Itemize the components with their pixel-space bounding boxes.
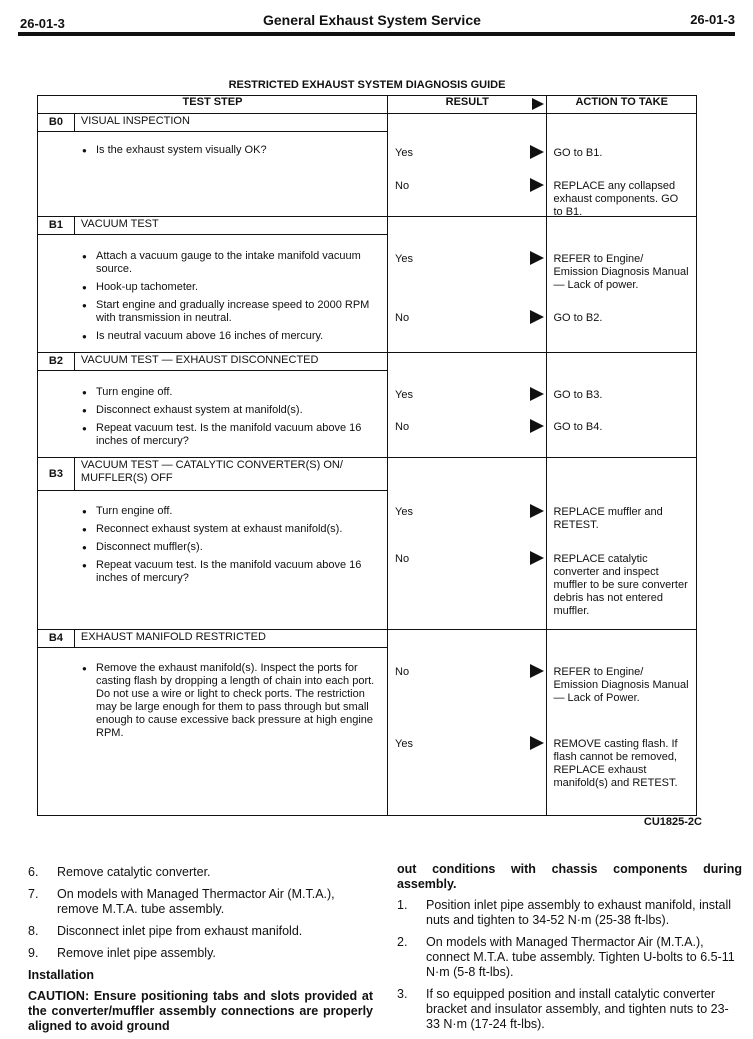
action-text: REPLACE catalytic converter and inspect muffler to be sure converter debris has not entered muffler. (553, 553, 688, 617)
item-number: 2. (397, 935, 408, 949)
action-cell (547, 217, 697, 353)
step-id: B1 (38, 217, 75, 235)
item-text: On models with Managed Thermactor Air (M.T.A.), connect M.T.A. tube assembly. Tighten U-bolts to 6.5-11 N·m (5-8 ft-lbs). (426, 935, 735, 979)
item-number: 7. (28, 887, 39, 901)
step-id: B2 (38, 353, 75, 371)
action-cell (547, 630, 697, 816)
step-id: B0 (38, 114, 75, 132)
guide-title: RESTRICTED EXHAUST SYSTEM DIAGNOSIS GUIDE (228, 79, 506, 91)
action-text: REPLACE muffler and RETEST. (553, 506, 663, 531)
result-value: Yes (395, 389, 413, 401)
step-title: VACUUM TEST (74, 217, 387, 235)
result-cell (388, 630, 547, 816)
step-bullet: ● Disconnect exhaust system at manifold(s). (82, 404, 379, 417)
continued-text: out conditions with chassis components during assembly. (397, 862, 742, 891)
arrow-right-icon (532, 98, 544, 110)
result-cell (388, 353, 547, 458)
step-body (38, 648, 388, 816)
arrow-right-icon (530, 145, 544, 159)
step-bullet: ● Attach a vacuum gauge to the intake manifold vacuum source. (82, 250, 379, 276)
page-title: General Exhaust System Service (263, 12, 481, 28)
action-text: GO to B2. (553, 312, 603, 324)
action-cell (547, 114, 697, 217)
result-value: Yes (395, 147, 413, 159)
page-number-right: 26-01-3 (690, 12, 735, 27)
step-body (38, 371, 388, 458)
step-bullet: ● Reconnect exhaust system at exhaust manifold(s). (82, 523, 379, 536)
step-title-row (38, 217, 697, 235)
result-value: No (395, 553, 410, 565)
action-text: GO to B3. (553, 389, 603, 401)
item-number: 8. (28, 924, 39, 938)
action-text: REFER to Engine/ Emission Diagnosis Manual — Lack of power. (553, 253, 689, 291)
result-cell (388, 114, 547, 217)
guide-header-row (38, 96, 697, 114)
result-value: Yes (395, 506, 413, 518)
caution-text: CAUTION: Ensure positioning tabs and slots provided at the converter/muffler assembly connections are properly aligned to avoid ground (28, 989, 373, 1033)
action-text: GO to B1. (553, 147, 603, 159)
result-value: Yes (395, 738, 413, 750)
arrow-right-icon (530, 551, 544, 565)
item-text: Position inlet pipe assembly to exhaust manifold, install nuts and tighten to 34-52 N·m (25-38 ft-lbs). (426, 898, 732, 927)
list-item (28, 924, 373, 939)
step-body (38, 491, 388, 630)
result-cell (388, 458, 547, 630)
list-item (28, 865, 373, 880)
action-cell (547, 458, 697, 630)
page-number-left: 26-01-3 (20, 16, 65, 31)
step-title-row (38, 353, 697, 371)
step-title-row (38, 630, 697, 648)
list-item (397, 898, 742, 928)
result-value: No (395, 421, 410, 433)
step-bullet: ● Is the exhaust system visually OK? (82, 144, 379, 157)
item-number: 9. (28, 946, 39, 960)
arrow-right-icon (530, 178, 544, 192)
step-bullet: ● Repeat vacuum test. Is the manifold vacuum above 16 inches of mercury? (82, 422, 379, 448)
action-text: REFER to Engine/ Emission Diagnosis Manual — Lack of Power. (553, 666, 689, 704)
diagnosis-guide-table (37, 95, 697, 816)
col-result (388, 96, 547, 114)
step-id: B3 (38, 458, 75, 491)
header-rule (18, 32, 735, 36)
step-body (38, 235, 388, 353)
step-bullet: ● Remove the exhaust manifold(s). Inspect the ports for casting flash by dropping a length of chain into each port. Do not use a wire or light to check ports. The restriction may be large enough for them to pass through but small enough to cause excessive back pressure at high engine RPM. (82, 662, 379, 740)
result-value: No (395, 312, 410, 324)
step-bullet: ● Repeat vacuum test. Is the manifold vacuum above 16 inches of mercury? (82, 559, 379, 585)
item-text: Remove inlet pipe assembly. (57, 946, 216, 960)
step-body (38, 132, 388, 217)
figure-id: CU1825-2C (643, 816, 702, 828)
list-item (397, 987, 742, 1032)
arrow-right-icon (530, 664, 544, 678)
item-number: 6. (28, 865, 39, 879)
arrow-right-icon (530, 504, 544, 518)
step-bullet: ● Hook-up tachometer. (82, 281, 379, 294)
result-value: No (395, 180, 410, 192)
step-bullet: ● Start engine and gradually increase speed to 2000 RPM with transmission in neutral. (82, 299, 379, 325)
col-result-label: RESULT (445, 96, 489, 108)
step-title: VISUAL INSPECTION (74, 114, 387, 132)
page-header (0, 8, 753, 38)
left-column (28, 865, 373, 1034)
step-bullet: ● Is neutral vacuum above 16 inches of mercury. (82, 330, 379, 343)
step-bullet: ● Turn engine off. (82, 386, 379, 399)
installation-heading: Installation (28, 968, 94, 982)
action-text: GO to B4. (553, 421, 603, 433)
item-number: 1. (397, 898, 408, 912)
arrow-right-icon (530, 387, 544, 401)
arrow-right-icon (530, 251, 544, 265)
item-number: 3. (397, 987, 408, 1001)
step-title: EXHAUST MANIFOLD RESTRICTED (74, 630, 387, 648)
step-bullet: ● Turn engine off. (82, 505, 379, 518)
list-item (28, 946, 373, 961)
right-column (397, 862, 742, 1039)
list-item (28, 887, 373, 917)
step-title: VACUUM TEST — CATALYTIC CONVERTER(S) ON/ MUFFLER(S) OFF (74, 458, 387, 491)
action-text: REPLACE any collapsed exhaust components. GO to B1. (553, 180, 679, 218)
item-text: Remove catalytic converter. (57, 865, 211, 879)
step-id: B4 (38, 630, 75, 648)
item-text: On models with Managed Thermactor Air (M.T.A.), remove M.T.A. tube assembly. (57, 887, 335, 916)
result-cell (388, 217, 547, 353)
step-title-row (38, 114, 697, 132)
result-value: No (395, 666, 410, 678)
arrow-right-icon (530, 310, 544, 324)
item-text: If so equipped position and install catalytic converter bracket and insulator assembly, and tighten nuts to 23-33 N·m (17-24 ft-lbs). (426, 987, 729, 1031)
arrow-right-icon (530, 736, 544, 750)
result-value: Yes (395, 253, 413, 265)
action-cell (547, 353, 697, 458)
step-title-row (38, 458, 697, 491)
list-item (397, 935, 742, 980)
step-title: VACUUM TEST — EXHAUST DISCONNECTED (74, 353, 387, 371)
step-bullet: ● Disconnect muffler(s). (82, 541, 379, 554)
action-text: REMOVE casting flash. If flash cannot be removed, REPLACE exhaust manifold(s) and RETEST. (553, 738, 678, 789)
arrow-right-icon (530, 419, 544, 433)
item-text: Disconnect inlet pipe from exhaust manifold. (57, 924, 303, 938)
col-test-step: TEST STEP (38, 96, 388, 114)
col-action: ACTION TO TAKE (547, 96, 697, 114)
